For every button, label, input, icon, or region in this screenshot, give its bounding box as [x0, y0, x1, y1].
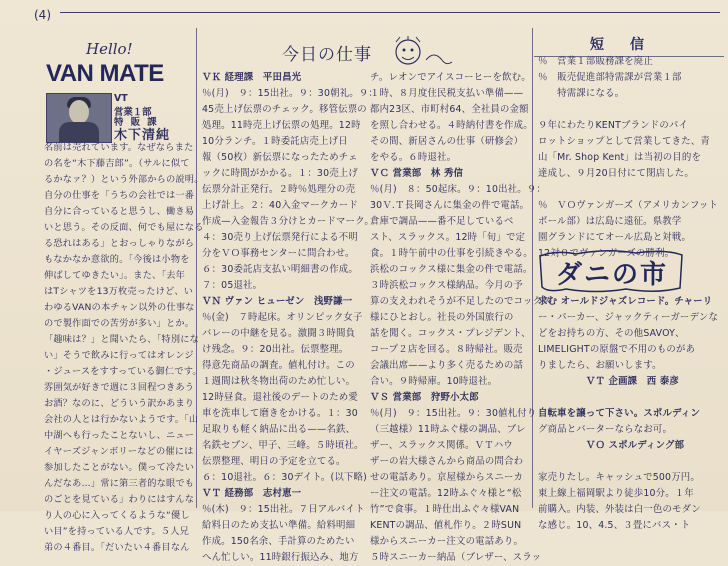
portrait-photo [46, 93, 112, 143]
text-line: チ。レオンでアイスコーヒーを飲む。 [370, 72, 531, 83]
text-line: ６：30委託店支払い明細書の作成。 [202, 264, 358, 275]
text-line: い」そうで飲みに行ってはオレンジ [44, 350, 194, 361]
text-line: 様にひとおし。社長の外国旅行の [370, 312, 514, 323]
text-line: バレーの中継を見る。激闘３時間負 [202, 328, 356, 339]
hello-heading: Hello! [86, 40, 133, 58]
text-line: ％(月) ９：15出社。９：30朝礼。９： [202, 88, 379, 99]
text-line: （三越様）11時ふぐ様の調品、ブレ [370, 424, 526, 435]
text-line: 10分ランチ。１時委託店売上げ日 [202, 136, 348, 147]
text-line: のごとを見ている」わりにはすんな [44, 494, 195, 505]
text-line: スト、スラックス。12時「旬」で定 [370, 232, 526, 243]
mascot-illustration [386, 36, 456, 72]
profile-section: 特 販 課 [114, 117, 159, 128]
text-line: 伝票分計正発行。２時％処理分の売 [202, 184, 356, 195]
text-line: ％(木) ９：15出社。７日アルバイト [202, 504, 365, 515]
text-line: 自分に合っていると思うし、働き易 [44, 206, 195, 217]
text-line: ー注文の電話。12時ふぐ々様と“松 [370, 488, 522, 499]
text-line: 家売りたし。キャッシュで500万円。 [538, 472, 700, 483]
text-line: 報（50枚）新伝票になったためチェ [202, 152, 358, 163]
text-line: お酒？なのに、どういう訳かあまり [44, 398, 195, 409]
text-line: り人の心に入ってくるような“優し [44, 510, 190, 521]
text-line: 車を洗車して磨きをかける。１：30 [202, 408, 358, 419]
text-line: １時、８月度住民税支払い準備—— [370, 88, 524, 99]
text-line: LIMELIGHTの原盤で不用のものがあ [538, 344, 696, 355]
text-line: ％ 販売促進部特需課が営業１部 [538, 72, 682, 83]
text-line [538, 390, 724, 406]
text-line: 名鉄セブン、甲子、三峰。５時頃社。 [202, 440, 364, 451]
text-line: 竹”で食事。１時仕出ふぐ々様VAN [370, 504, 520, 515]
text-line: 弟の４番目。「だいたい４番目なん [44, 542, 190, 553]
text-line: 上げ計上。２：40入金マークカード [202, 200, 358, 211]
text-line: 作成。150名余、手計算のためたい [202, 536, 355, 547]
text-line: ザー、スラックス関係。ＶＴハウ [370, 440, 513, 451]
text-line: 浜松のコックス様に集金の件で電話。 [370, 264, 533, 275]
text-line: ％(月) ８：50起床。９：10出社。９： [370, 184, 547, 195]
profile-name: 木下清純 [114, 128, 171, 143]
text-line: け残念。９：20出社。伝票整理。 [202, 344, 349, 355]
text-line: の名を“木下藤吉郎”。（サルに似て [44, 158, 190, 169]
text-line: ので製作面での苦労が多い」とか。 [44, 318, 195, 329]
text-line: ザーの岩大様さんから商品の問合わ [370, 456, 524, 467]
text-line: ＶＮ ヴァン ヒューゼン 浅野謙一 [202, 296, 353, 307]
text-line [538, 182, 724, 198]
text-line: 12対０でヴァンガーズの勝利。 [538, 248, 675, 259]
text-line: 伸ばしてゆきたい」。また、「去年 [44, 270, 185, 281]
text-line [538, 102, 724, 118]
text-line: 伝票整理、明日の予定を立てる。 [202, 456, 346, 467]
text-line: 名前は売れています。なぜならまた [44, 142, 194, 153]
text-line: 参加したことがない。僕って冷たい [44, 462, 195, 473]
text-line: その間、新居さんの仕事（研修会） [370, 136, 524, 147]
text-line: ックに時間がかかる。１：30売上げ [202, 168, 358, 179]
text-line: ％(月) ９：15出社。９：30値札付り [370, 408, 537, 419]
text-line: 様からスニーカー注文の電話あり。 [370, 536, 524, 547]
text-line: １週間は秋冬物出荷のため忙しい。 [202, 376, 356, 387]
todays-work-column-2 [370, 70, 552, 566]
text-line: る恐れはある」とおっしゃりながら [44, 238, 195, 249]
text-line: へん忙しい。11時銀行振込み、地方 [202, 552, 359, 563]
text-line: 東上線上福岡駅より徒歩10分。１年 [538, 488, 694, 499]
text-line: ４：30売り上げ伝票発行による不明 [202, 232, 358, 243]
text-line: 山「Mr. Shop Kent」は当初の目的を [538, 152, 702, 163]
text-line: ５時スニーカー納品（ブレザー、スラッ [370, 552, 542, 563]
text-line: ％(金) ７時起床。オリンピック女子 [202, 312, 363, 323]
text-line: ％ ＶＯヴァンガーズ（アメリカンフット [538, 200, 719, 211]
text-line: んだなあ…」常に第三者的な眼でも [44, 478, 195, 489]
text-line: ３時浜松コックス様納品。今月の予 [370, 280, 523, 291]
text-line: ・ジュースをすすっている御仁です。 [44, 366, 202, 377]
text-line: ロットショップとして営業してきた、青 [538, 136, 710, 147]
text-line: 倉庫で調品——番不足しているベ [370, 216, 514, 227]
text-line: 食。１時午前中の仕事を引続きやる。 [370, 248, 533, 259]
text-line: を照し合わせる。４時納付書を作成。 [370, 120, 533, 131]
text-line: ＶＣ 営業部 林 秀信 [370, 168, 464, 179]
text-line: ＶＴ 企画課 西 泰彦 [538, 376, 679, 387]
text-line: KENTの調品、値札作り。２時SUN [370, 520, 522, 531]
text-line: 「趣味は？」と聞いたら、「特別にな [44, 334, 199, 345]
column-divider [196, 28, 197, 508]
todays-work-column-1 [202, 70, 379, 566]
text-line: な感じ。10、4.5、３畳にバス・ト [538, 520, 691, 531]
text-line: ７：05退社。 [202, 280, 263, 291]
todays-work-title: 今日の仕事 [282, 45, 372, 65]
text-line: ６：10退社。６：30デイト。(以下略) [202, 472, 367, 483]
top-rule [60, 12, 720, 13]
profile-department: 営業１部 [114, 107, 152, 118]
text-line: 算の支えわれそうが不足したのでコックス [370, 296, 552, 307]
text-line: 給料日のため支払い準備。給料明細 [202, 520, 356, 531]
text-line: 達成し、９月20日付にて閉店した。 [538, 168, 694, 179]
vanmate-title: VAN MATE [46, 60, 164, 87]
text-line: どをお持ちの方、その他SAVOY、 [538, 328, 685, 339]
text-line: 前購入。内装、外装は白一色のモダン [538, 504, 701, 515]
text-line: りましたら、お願いします。 [538, 360, 662, 371]
text-line: 話を聞く。コックス・プレジデント、 [370, 328, 531, 339]
text-line: わゆるVANの本チャン以外の仕事な [44, 302, 195, 313]
text-line: 雰囲気が好きで週に３回程つきあう [44, 382, 195, 393]
text-line: コープ２店を回る。８時帰社。販売 [370, 344, 523, 355]
text-line [538, 454, 724, 470]
text-line: 求む オールドジャズレコード。チャーリ [538, 296, 713, 307]
text-line: もなかなか意欲的。「今後は小物を [44, 254, 190, 265]
text-line: ＶＴ 経務部 志村恵一 [202, 488, 302, 499]
text-line: をやる。６時退社。 [370, 152, 457, 163]
text-line: 自分の仕事を「うちの会社では一番 [44, 190, 195, 201]
text-line: ー・パーカー、ジャックティーガーデンな [538, 312, 719, 323]
text-line: 都内23区、市町村64、全社員の金額 [370, 104, 529, 115]
short-news-title: 短 信 [590, 37, 650, 53]
text-line: イヤーズジャンボリーなどの催には [44, 446, 194, 457]
text-line: 30Ｖ.Ｔ長岡さんに集金の件で電話。 [370, 200, 530, 211]
profile-division: VT [114, 93, 128, 104]
text-line: 45売上げ伝票のチェック。移管伝票の [202, 104, 367, 115]
text-line: いと思う。その反面、何でも屋になる [44, 222, 204, 233]
text-line: ９年にわたりKENTブランドのパイ [538, 120, 689, 131]
text-line: ボール部）は広島に遠征。県教学 [538, 216, 682, 227]
text-line: い目”を持っている人です。５人兄 [44, 526, 190, 537]
text-line: 分をＶＯ事務センターに問合わせ。 [202, 248, 355, 259]
text-line: ＶＯ スポルディング部 [538, 440, 685, 451]
text-line: せの電話あり。京屋様からスニーカ [370, 472, 524, 483]
text-line: 得意先商品の調査。値札付け。この [202, 360, 355, 371]
text-line: 足取りも軽く納品に出る——名鉄、 [202, 424, 356, 435]
vanmate-article [44, 140, 204, 556]
text-line: 作成—入金報告３分けとカードマーク。 [202, 216, 374, 227]
text-line: 処理。11時売上げ伝票の処理。12時 [202, 120, 361, 131]
text-line: 会社の人とは行かないようです。「山 [44, 414, 199, 425]
short-news-column [538, 54, 724, 262]
text-line: ％ 営業１部販務課を廃止 [538, 56, 653, 67]
text-line: るかなァ？）という外部からの説明。 [44, 174, 204, 185]
classifieds-column [538, 294, 724, 534]
classifieds-title: ダニの市 [556, 260, 669, 290]
text-line: グ商品とバーターならなお可。 [538, 424, 673, 435]
page-number: (4) [34, 8, 51, 22]
text-line: 会議出席——より多く売るための話 [370, 360, 524, 371]
text-line: ＶＫ 経理課 平田昌光 [202, 72, 302, 83]
text-line: 中湖へも行ったことないし、ニュー [44, 430, 195, 441]
text-line: はTシャツを13万枚売ったけど、い [44, 286, 194, 297]
text-line: 特需課になる。 [538, 88, 625, 99]
text-line: 自転車を譲って下さい。スポルディン [538, 408, 701, 419]
text-line: 合い。９時帰庫。10時退社。 [370, 376, 498, 387]
text-line: ＶＳ 営業部 狩野小太郎 [370, 392, 479, 403]
text-line: 園グランドにてオール広島と対戦。 [538, 232, 692, 243]
text-line: 12時昼食。退社後のデートのため愛 [202, 392, 358, 403]
